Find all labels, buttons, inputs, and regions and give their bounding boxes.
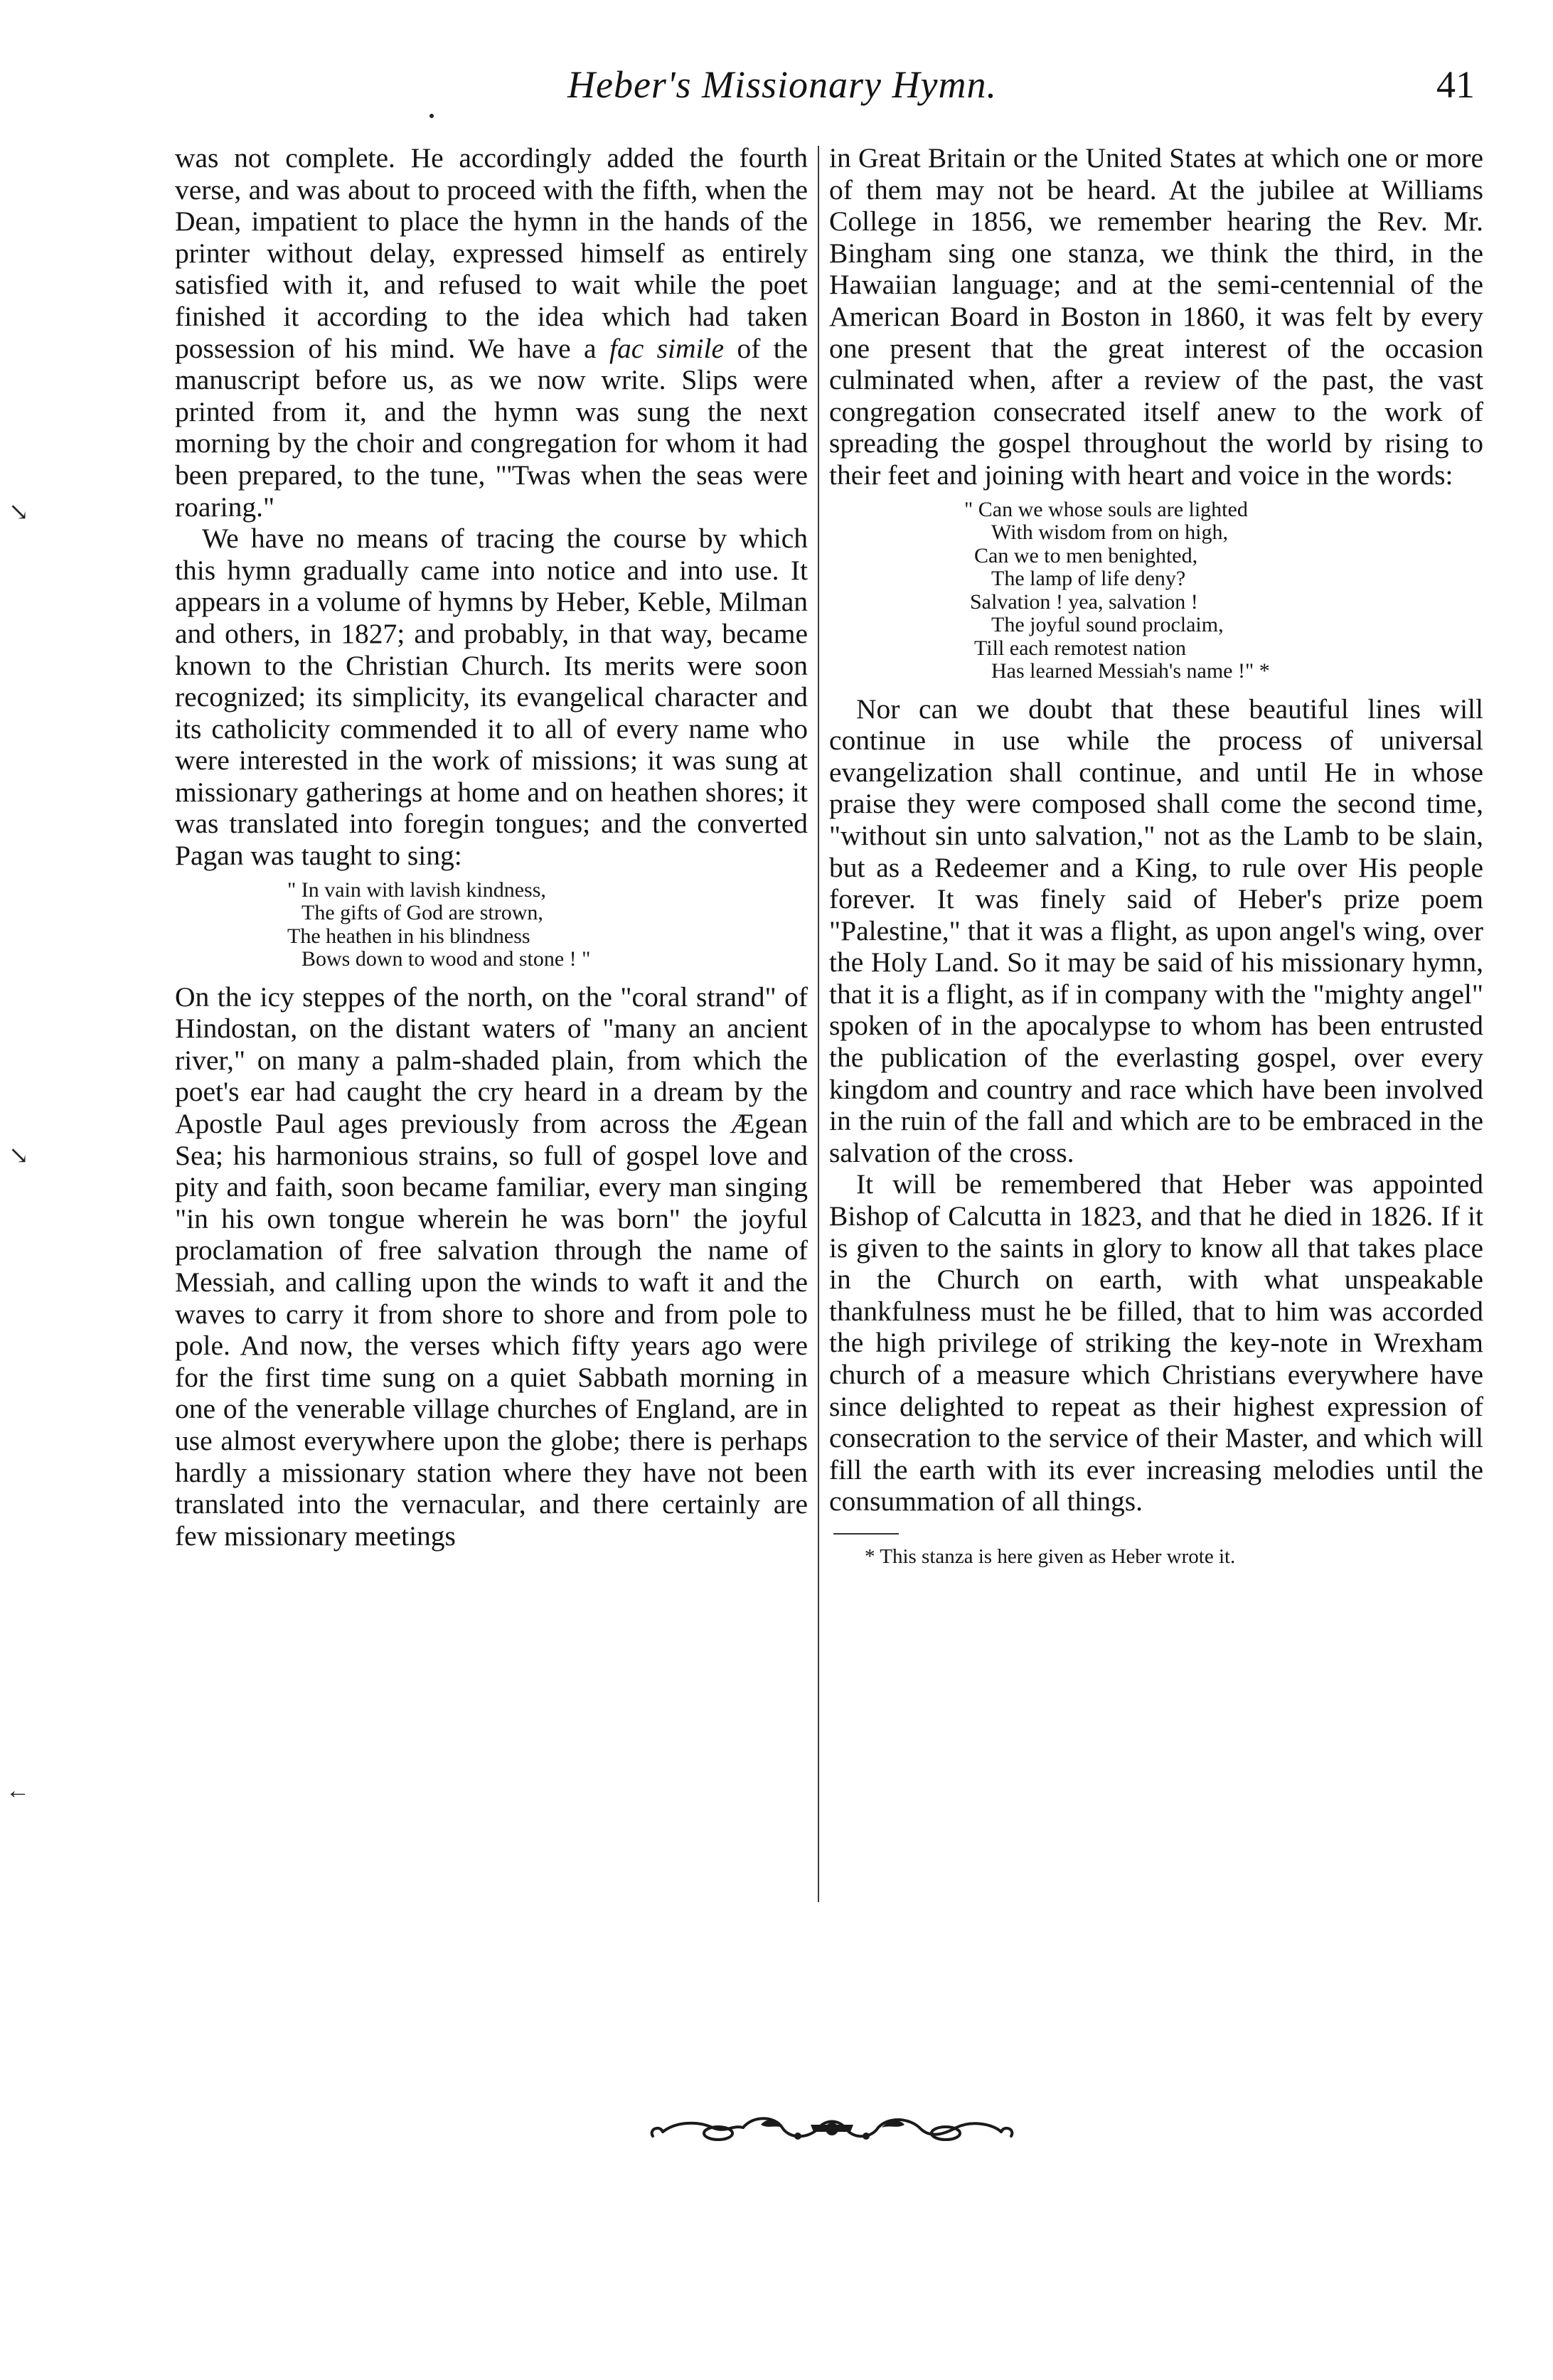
page-number: 41 <box>1436 63 1475 106</box>
column-divider <box>818 146 819 1902</box>
verse-line: Bows down to wood and stone ! " <box>301 947 591 971</box>
verse-line: Has learned Messiah's name !" * <box>991 659 1270 683</box>
margin-mark: ← <box>6 1778 30 1804</box>
paragraph: Nor can we doubt that these beautiful lines will continue in use while the process of universal evangelization shall continue, and until He in whose praise they were composed shall come the second time, "without sin unto salvation," not as the Lamb to be slain, but as a Redeemer and a King, to rule over His people forever. It was finely said of Heber's prize poem "Palestine," that it was a flight, as upon angel's wing, over the Holy Land. So it may be said of his missionary hymn, that it is a flight, as if in company with the "mighty angel" spoken of in the apocalypse to whom has been entrusted the publication of the everlasting gospel, over every kingdom and country and race which have been involved in the ruin of the fall and which are to be embraced in the salvation of the cross. <box>829 693 1483 1168</box>
verse-line: " Can we whose souls are lighted <box>964 497 1248 521</box>
italic-term: fac simile <box>609 332 725 364</box>
paragraph: It will be remembered that Heber was appointed Bishop of Calcutta in 1823, and that he died in 1826. If it is given to the saints in glory to know all that takes place in the Church on earth, with what unspeakable thankfulness must he be filled, that to him was accorded the high privilege of striking the key-note in Wrexham church of a measure which Christians everywhere have since delighted to repeat as their highest expression of consecration to the service of their Master, and which will fill the earth with its ever increasing melodies until the consummation of all things. <box>829 1168 1483 1517</box>
verse-line: Till each remotest nation <box>974 636 1187 660</box>
verse-quote <box>829 498 1483 683</box>
verse-line: With wisdom from on high, <box>991 521 1228 545</box>
footnote-rule <box>833 1533 899 1535</box>
verse-line: Salvation ! yea, salvation ! <box>970 589 1198 614</box>
verse-line: The joyful sound proclaim, <box>991 613 1224 637</box>
margin-speck <box>429 114 434 118</box>
verse-line: The heathen in his blindness <box>287 924 530 948</box>
verse-line: The lamp of life deny? <box>991 567 1186 591</box>
verse-line: The gifts of God are strown, <box>301 901 543 925</box>
running-header <box>0 63 1553 112</box>
paragraph: in Great Britain or the United States at which one or more of them may not be heard. At the jubilee at Williams College in 1856, we remember hearing the Rev. Mr. Bingham sing one stanza, we think the third, in the Hawaiian language; and at the semi-centennial of the American Board in Boston in 1860, it was felt by every one present that the great interest of the occasion culminated when, after a review of the past, the vast congregation consecrated itself anew to the work of spreading the gospel throughout the world by rising to their feet and joining with heart and voice in the words: <box>829 142 1483 491</box>
verse-quote <box>175 879 808 971</box>
footnote: * This stanza is here given as Heber wrote it. <box>865 1544 1236 1568</box>
verse-line: Can we to men benighted, <box>974 543 1198 567</box>
right-column <box>829 142 1483 1569</box>
left-column <box>175 142 808 1552</box>
margin-mark: ↘ <box>9 499 29 525</box>
verse-line: " In vain with lavish kindness, <box>287 877 546 902</box>
ornament-icon <box>647 2103 1017 2153</box>
margin-mark: ↘ <box>9 1143 29 1169</box>
paragraph: We have no means of tracing the course by which this hymn gradually came into notice and into use. It appears in a volume of hymns by Heber, Keble, Milman and others, in 1827; and probably, in that way, became known to the Christian Church. Its merits were soon recognized; its simplicity, its evangelical character and its catholicity commended it to all of every name who were interested in the work of missions; it was sung at missionary gatherings at home and on heathen shores; it was translated into foregin tongues; and the converted Pagan was taught to sing: <box>175 523 808 872</box>
paragraph: was not complete. He accordingly added the fourth verse, and was about to proceed with the fifth, when the Dean, impatient to place the hymn in the hands of the printer without delay, expressed himself as entirely satisfied with it, and refused to wait while the poet finished it according to the idea which had taken possession of his mind. We have a fac simile of the manuscript before us, as we now write. Slips were printed from it, and the hymn was sung the next morning by the choir and congregation for whom it had been prepared, to the tune, "'Twas when the seas were roaring." <box>175 142 808 523</box>
paragraph: On the icy steppes of the north, on the "coral strand" of Hindostan, on the distant waters of "many an ancient river," on many a palm-shaded plain, from which the poet's ear had caught the cry heard in a dream by the Apostle Paul ages previously from across the Ægean Sea; his harmonious strains, so full of gospel love and pity and faith, soon became familiar, every man singing "in his own tongue wherein he was born" the joyful proclamation of free salvation through the name of Messiah, and calling upon the winds to waft it and the waves to carry it from shore to shore and from pole to pole. And now, the verses which fifty years ago were for the first time sung on a quiet Sabbath morning in one of the venerable village churches of England, are in use almost everywhere upon the globe; there is perhaps hardly a missionary station where they have not been translated into the vernacular, and there certainly are few missionary meetings <box>175 981 808 1552</box>
running-title: Heber's Missionary Hymn. <box>567 63 997 106</box>
